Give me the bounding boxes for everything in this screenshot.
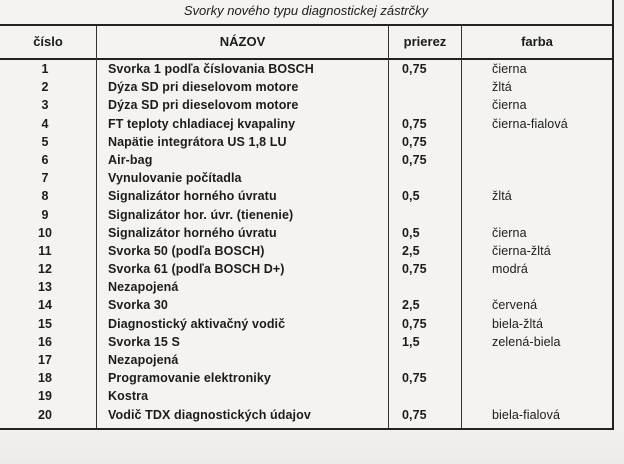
row-section: 0,5 [402, 225, 420, 240]
row-number: 10 [37, 225, 53, 240]
row-number: 20 [37, 407, 53, 422]
header-section: prierez [403, 34, 447, 49]
row-section: 0,75 [402, 407, 427, 422]
table-row [0, 369, 612, 387]
page-margin [0, 430, 624, 464]
table-body [0, 60, 612, 424]
row-name: Kostra [108, 389, 149, 404]
row-color: čierna-fialová [492, 116, 568, 131]
row-name: Nezapojená [108, 353, 179, 367]
row-name: Signalizátor horného úvratu [108, 189, 277, 204]
row-number: 7 [41, 171, 49, 186]
row-number: 14 [37, 298, 53, 313]
row-name: Nezapojená [108, 280, 179, 295]
row-number: 5 [41, 134, 49, 149]
row-name: Svorka 50 (podľa BOSCH) [108, 243, 265, 258]
table-row [0, 387, 612, 405]
row-color: čierna [492, 225, 527, 240]
row-section: 0,75 [402, 116, 427, 131]
row-number: 17 [37, 353, 53, 367]
row-section: 2,5 [402, 243, 420, 258]
row-name: FT teploty chladiacej kvapaliny [108, 116, 296, 131]
row-name: Dýza SD pri dieselovom motore [108, 80, 299, 95]
table-row [0, 278, 612, 296]
row-color: čierna [492, 98, 527, 113]
row-section: 2,5 [402, 298, 420, 313]
row-name: Programovanie elektroniky [108, 371, 271, 386]
row-number: 15 [37, 316, 53, 331]
row-number: 12 [37, 262, 53, 277]
row-color: žltá [492, 189, 512, 204]
row-number: 9 [41, 207, 49, 222]
row-section: 0,75 [402, 316, 427, 331]
row-name: Signalizátor horného úvratu [108, 225, 277, 240]
row-number: 1 [41, 62, 49, 76]
row-color: modrá [492, 262, 528, 277]
header-name: NÁZOV [219, 34, 266, 49]
table-row [0, 133, 612, 151]
row-name: Svorka 15 S [108, 334, 180, 349]
table-row [0, 115, 612, 133]
table-row [0, 333, 612, 351]
row-name: Svorka 30 [108, 298, 168, 313]
row-number: 19 [37, 389, 53, 404]
row-number: 13 [37, 280, 53, 295]
table-row [0, 296, 612, 314]
row-section: 0,75 [402, 62, 427, 76]
table-row [0, 315, 612, 333]
row-color: zelená-biela [492, 334, 561, 349]
row-number: 16 [37, 334, 53, 349]
table-row [0, 96, 612, 114]
row-number: 18 [37, 371, 53, 386]
row-name: Air-bag [108, 152, 153, 167]
row-number: 3 [41, 98, 49, 113]
row-name: Napätie integrátora US 1,8 LU [108, 134, 287, 149]
row-color: žltá [492, 80, 512, 95]
table-row [0, 260, 612, 278]
row-name: Dýza SD pri dieselovom motore [108, 98, 299, 113]
header-row [0, 26, 612, 60]
row-color: červená [492, 298, 538, 313]
row-number: 8 [41, 189, 49, 204]
table-row [0, 406, 612, 424]
row-color: čierna [492, 62, 527, 76]
row-name: Vodič TDX diagnostických údajov [108, 407, 311, 422]
row-name: Svorka 1 podľa číslovania BOSCH [108, 62, 314, 76]
row-color: čierna-žltá [492, 243, 551, 258]
table-row [0, 351, 612, 369]
row-name: Diagnostický aktivačný vodič [108, 316, 286, 331]
row-color: biela-fialová [492, 407, 561, 422]
row-section: 0,75 [402, 152, 427, 167]
row-section: 0,75 [402, 371, 427, 386]
table-row [0, 187, 612, 205]
table-row [0, 206, 612, 224]
table-row [0, 151, 612, 169]
row-section: 0,5 [402, 189, 420, 204]
row-name: Signalizátor hor. úvr. (tienenie) [108, 207, 294, 222]
table-row [0, 169, 612, 187]
table-row [0, 60, 612, 78]
table-row [0, 224, 612, 242]
row-number: 6 [41, 152, 49, 167]
row-section: 0,75 [402, 134, 427, 149]
row-number: 2 [41, 80, 49, 95]
header-color: farba [521, 34, 553, 49]
row-number: 11 [38, 243, 52, 258]
row-section: 1,5 [402, 334, 420, 349]
table-row [0, 78, 612, 96]
table-caption: Svorky nového typu diagnostickej zástrčky [0, 0, 612, 26]
row-name: Svorka 61 (podľa BOSCH D+) [108, 262, 285, 277]
row-name: Vynulovanie počítadla [108, 171, 242, 186]
row-section: 0,75 [402, 262, 427, 277]
table-row [0, 242, 612, 260]
row-number: 4 [41, 116, 49, 131]
row-color: biela-žltá [492, 316, 544, 331]
header-num: číslo [33, 34, 63, 49]
